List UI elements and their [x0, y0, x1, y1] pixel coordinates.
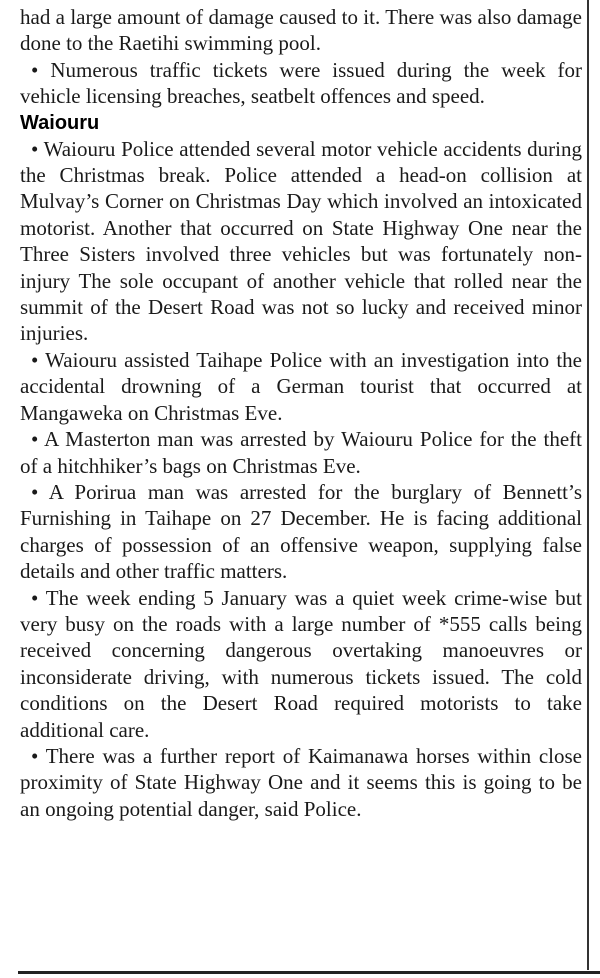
column-divider: [587, 0, 589, 970]
bottom-rule: [18, 971, 600, 974]
porirua-burglary-paragraph: • A Porirua man was arrested for the burglary of Bennett’s Furnishing in Taihape on 27 December. He is facing additional charges of possession of an offensive weapon, supplying false details and other traffic matters.: [20, 479, 582, 584]
accidents-paragraph: • Waiouru Police attended several motor vehicle accidents during the Christmas break. Police attended a head-on collision at Mulvay’s Corner on Christmas Day which involved an intoxicated motorist. Another that occurred on State Highway One near the Three Sisters involved three vehicles but was fortunately non-injury The sole occupant of another vehicle that rolled near the summit of the Desert Road was not so lucky and received minor injuries.: [20, 136, 582, 346]
drowning-paragraph: • Waiouru assisted Taihape Police with an investigation into the accidental drowning of a German tourist that occurred at Mangaweka on Christmas Eve.: [20, 347, 582, 425]
masterton-arrest-paragraph: • A Masterton man was arrested by Waiouru Police for the theft of a hitchhiker’s bags on Christmas Eve.: [20, 427, 582, 478]
continuation-paragraph: had a large amount of damage caused to it. There was also damage done to the Raetihi swimming pool.: [20, 5, 582, 56]
kaimanawa-horses-paragraph: • There was a further report of Kaimanawa horses within close proximity of State Highway One and it seems this is going to be an ongoing potential danger, said Police.: [20, 743, 582, 821]
traffic-tickets-paragraph: • Numerous traffic tickets were issued during the week for vehicle licensing breaches, seatbelt offences and speed.: [20, 57, 582, 109]
article-column: [20, 4, 582, 822]
week-ending-paragraph: • The week ending 5 January was a quiet week crime-wise but very busy on the roads with a large number of *555 calls being received concerning dangerous overtaking manoeuvres or inconsiderate driving, with numerous tickets issued. The cold conditions on the Desert Road required motorists to take additional care.: [20, 585, 582, 742]
section-heading-waiouru: Waiouru: [20, 111, 100, 134]
